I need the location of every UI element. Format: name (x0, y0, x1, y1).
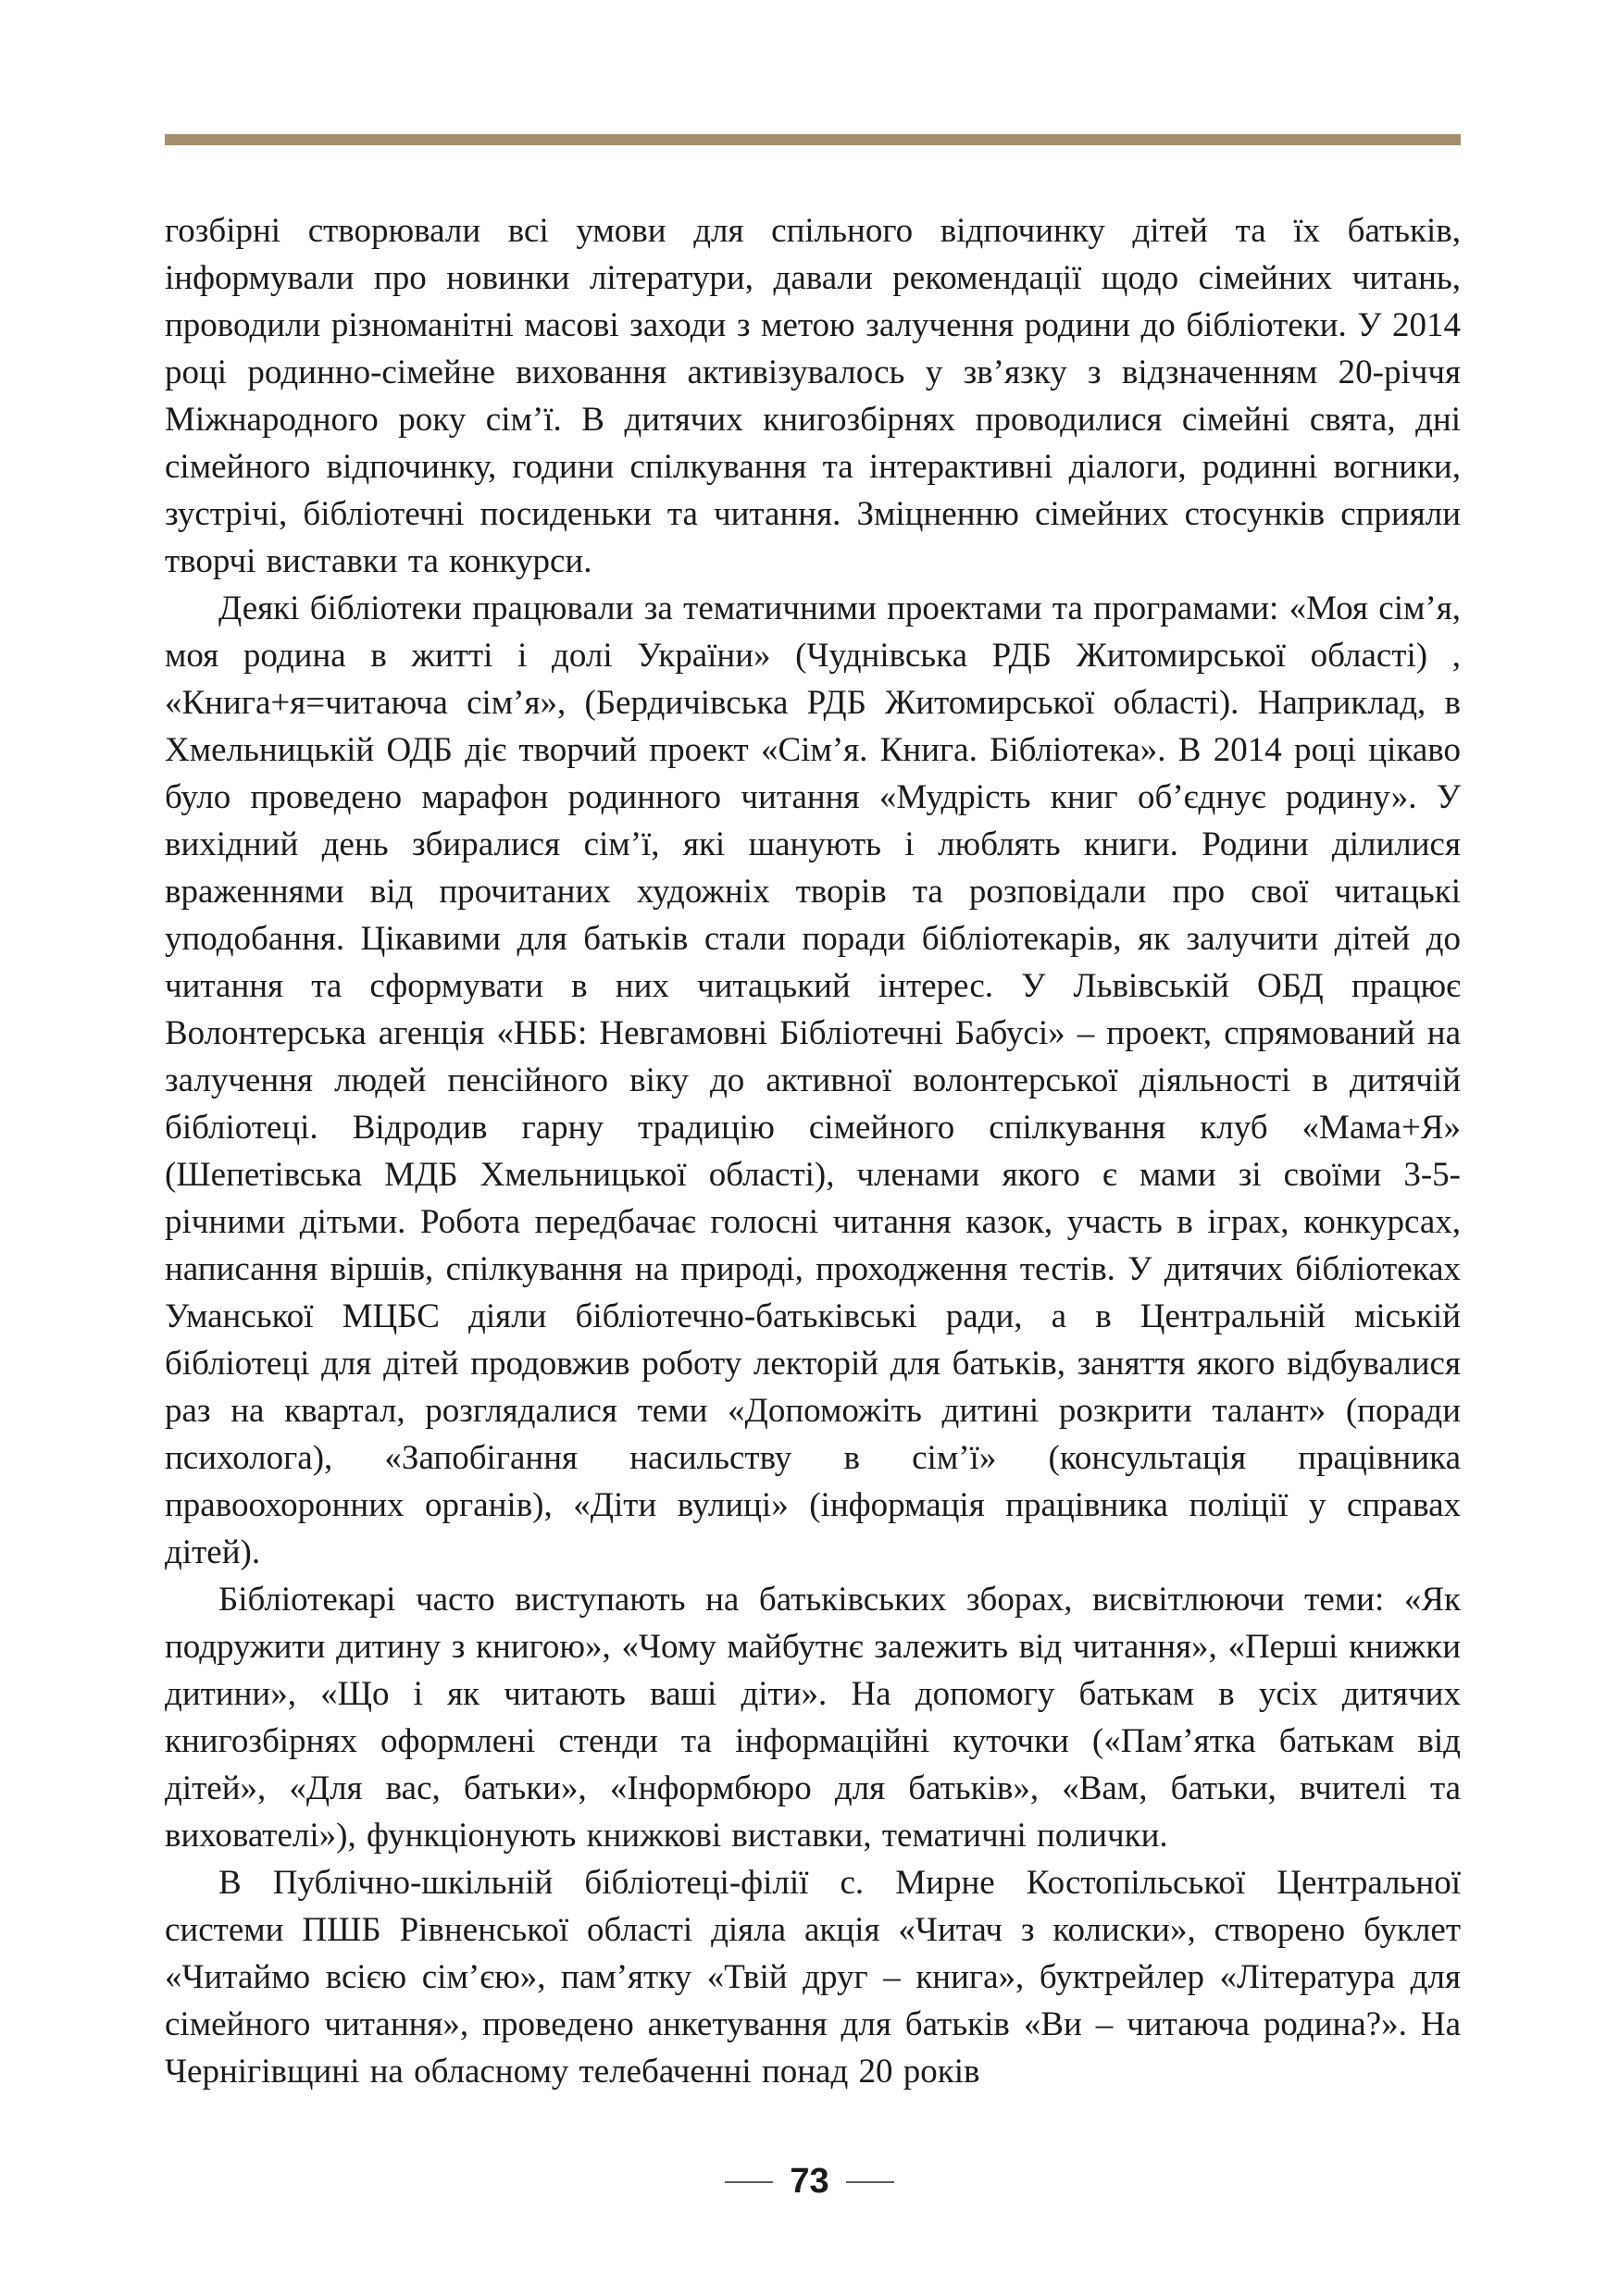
paragraph-4: В Публічно-шкільній бібліотеці-філії с. Мирне Костопільської Центральної системи ПШБ Рівненської області діяла акція «Читач з колиски», створено буклет «Читаймо всією сім’єю», пам’ятку «Твій друг – книга», буктрейлер «Література для сімейного читання», проведено анкетування для батьків «Ви – читаюча родина?». На Чернігівщині на обласному телебаченні понад 20 років (165, 1864, 1461, 2091)
paragraph-2: Деякі бібліотеки працювали за тематичними проектами та програмами: «Моя сім’я, моя родина в житті і долі України» (Чуднівська РДБ Житомирської області) , «Книга+я=читаюча сім’я», (Бердичівська РДБ Житомирської області). Наприклад, в Хмельницькій ОДБ діє творчий проект «Сім’я. Книга. Бібліотека». В 2014 році цікаво було проведено марафон родинного читання «Мудрість книг об’єднує родину». У вихідний день збиралися сім’ї, які шанують і люблять книги. Родини ділилися враженнями від прочитаних художніх творів та розповідали про свої читацькі уподобання. Цікавими для батьків стали поради бібліотекарів, як залучити дітей до читання та сформувати в них читацький інтерес. У Львівській ОБД працює Волонтерська агенція «НББ: Невгамовні Бібліотечні Бабусі» – проект, спрямований на залучення людей пенсійного віку до активної волонтерської діяльності в дитячій бібліотеці. Відродив гарну традицію сімейного спілкування клуб «Мама+Я» (Шепетівська МДБ Хмельницької області), членами якого є мами зі своїми 3-5-річними дітьми. Робота передбачає голосні читання казок, участь в іграх, конкурсах, написання віршів, спілкування на природі, проходження тестів. У дитячих бібліотеках Уманської МЦБС діяли бібліотечно-батьківські ради, а в Центральній міській бібліотеці для дітей продовжив роботу лекторій для батьків, заняття якого відбувалися раз на квартал, розглядалися теми «Допоможіть дитині розкрити талант» (поради психолога), «Запобігання насильству в сім’ї» (консультація працівника правоохоронних органів), «Діти вулиці» (інформація працівника поліції у справах дітей). (165, 590, 1461, 1571)
page-number: 73 (790, 2162, 829, 2201)
header-rule (165, 134, 1461, 145)
footer-line-left (725, 2181, 773, 2183)
page-body (165, 207, 1461, 2095)
footer-line-right (846, 2181, 894, 2183)
paragraph-3: Бібліотекарі часто виступають на батьківських зборах, висвітлюючи теми: «Як подружити дитину з книгою», «Чому майбутнє залежить від читання», «Перші книжки дитини», «Що і як читають ваші діти». На допомогу батькам в усіх дитячих книгозбірнях оформлені стенди та інформаційні куточки («Пам’ятка батькам від дітей», «Для вас, батьки», «Інформбюро для батьків», «Вам, батьки, вчителі та вихователі»), функціонують книжкові виставки, тематичні полички. (165, 1581, 1461, 1855)
paragraph-1: гозбірні створювали всі умови для спільного відпочинку дітей та їх батьків, інформували про новинки літератури, давали рекомендації щодо сімейних читань, проводили різноманітні масові заходи з метою залучення родини до бібліотеки. У 2014 році родинно-сімейне виховання активізувалось у зв’язку з відзначенням 20-річчя Міжнародного року сім’ї. В дитячих книгозбірнях проводилися сімейні свята, дні сімейного відпочинку, години спілкування та інтерактивні діалоги, родинні вогники, зустрічі, бібліотечні посиденьки та читання. Зміцненню сімейних стосунків сприяли творчі виставки та конкурси. (165, 212, 1461, 580)
page-footer (0, 2162, 1619, 2202)
